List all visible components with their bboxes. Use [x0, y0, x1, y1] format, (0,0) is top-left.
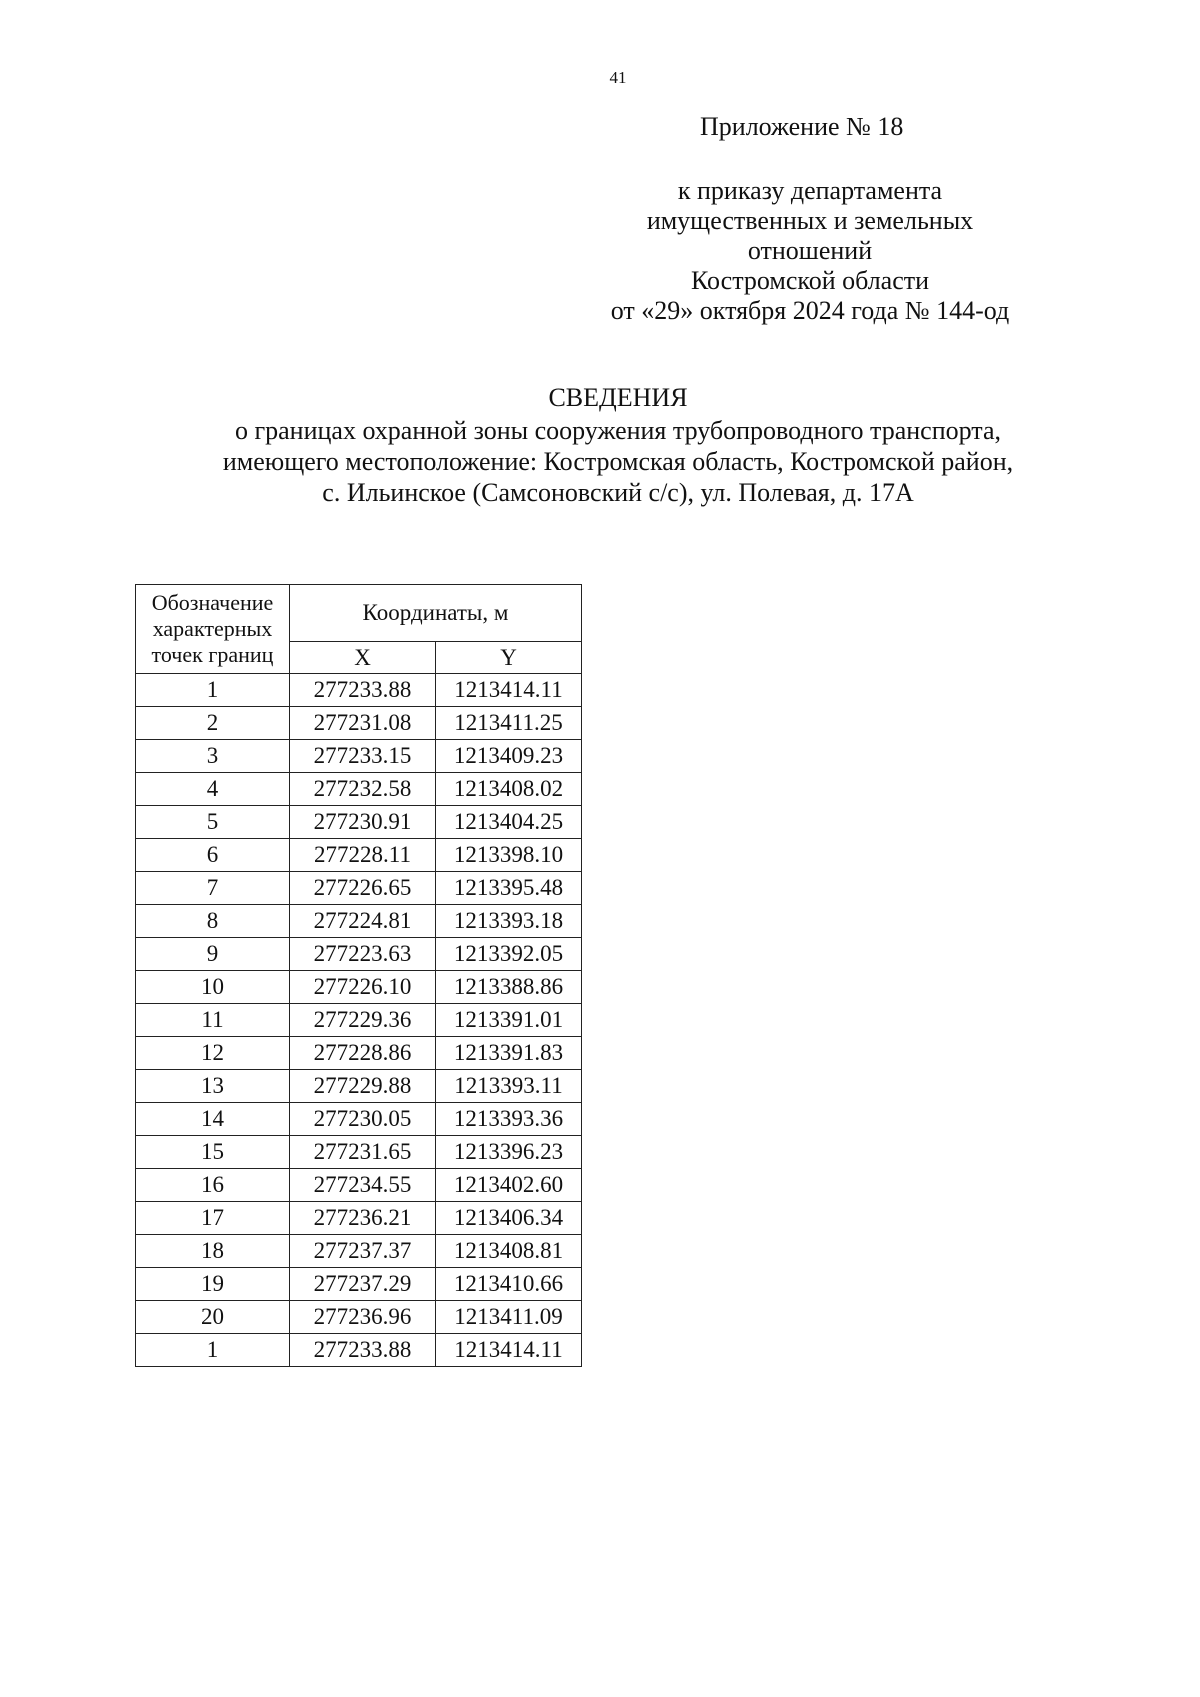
- x-cell: 277233.88: [290, 1334, 436, 1367]
- subtitle-line: имеющего местоположение: Костромская область, Костромской район,: [222, 447, 1014, 476]
- table-row: [136, 1268, 582, 1301]
- y-cell: 1213388.86: [436, 971, 582, 1004]
- table-row: [136, 806, 582, 839]
- y-cell: 1213411.09: [436, 1301, 582, 1334]
- header-y: Y: [436, 642, 582, 674]
- document-subtitle: [0, 415, 1200, 508]
- point-cell: 5: [136, 806, 290, 839]
- table-row: [136, 1334, 582, 1367]
- y-cell: 1213391.83: [436, 1037, 582, 1070]
- point-cell: 2: [136, 707, 290, 740]
- x-cell: 277224.81: [290, 905, 436, 938]
- header-point-line: характерных: [152, 616, 273, 641]
- table-row: [136, 839, 582, 872]
- point-cell: 12: [136, 1037, 290, 1070]
- table-row: [136, 1202, 582, 1235]
- header-coordinates: Координаты, м: [290, 585, 582, 642]
- x-cell: 277236.21: [290, 1202, 436, 1235]
- x-cell: 277231.08: [290, 707, 436, 740]
- point-cell: 9: [136, 938, 290, 971]
- y-cell: 1213404.25: [436, 806, 582, 839]
- x-cell: 277223.63: [290, 938, 436, 971]
- point-cell: 4: [136, 773, 290, 806]
- x-cell: 277230.05: [290, 1103, 436, 1136]
- y-cell: 1213402.60: [436, 1169, 582, 1202]
- page-number: 41: [609, 68, 627, 87]
- table-row: [136, 674, 582, 707]
- y-cell: 1213393.11: [436, 1070, 582, 1103]
- x-cell: 277226.65: [290, 872, 436, 905]
- y-cell: 1213398.10: [436, 839, 582, 872]
- x-cell: 277237.29: [290, 1268, 436, 1301]
- y-cell: 1213411.25: [436, 707, 582, 740]
- point-cell: 3: [136, 740, 290, 773]
- table-row: [136, 1103, 582, 1136]
- order-line: к приказу департамента: [677, 176, 943, 205]
- table-row: [136, 905, 582, 938]
- header-point-line: Обозначение: [151, 590, 274, 615]
- header-x: X: [290, 642, 436, 674]
- point-cell: 11: [136, 1004, 290, 1037]
- point-cell: 20: [136, 1301, 290, 1334]
- x-cell: 277228.86: [290, 1037, 436, 1070]
- coordinates-body: [136, 674, 582, 1367]
- subtitle-line: с. Ильинское (Самсоновский с/с), ул. Полевая, д. 17А: [322, 478, 914, 507]
- table-row: [136, 1169, 582, 1202]
- x-cell: 277232.58: [290, 773, 436, 806]
- y-cell: 1213406.34: [436, 1202, 582, 1235]
- x-cell: 277226.10: [290, 971, 436, 1004]
- order-line: имущественных и земельных: [646, 206, 974, 235]
- y-cell: 1213395.48: [436, 872, 582, 905]
- order-line: от «29» октября 2024 года № 144-од: [610, 296, 1010, 325]
- y-cell: 1213392.05: [436, 938, 582, 971]
- point-cell: 13: [136, 1070, 290, 1103]
- table-row: [136, 1235, 582, 1268]
- point-cell: 1: [136, 1334, 290, 1367]
- x-cell: 277233.88: [290, 674, 436, 707]
- y-cell: 1213393.18: [436, 905, 582, 938]
- x-cell: 277230.91: [290, 806, 436, 839]
- point-cell: 7: [136, 872, 290, 905]
- x-cell: 277229.36: [290, 1004, 436, 1037]
- table-row: [136, 1037, 582, 1070]
- y-cell: 1213410.66: [436, 1268, 582, 1301]
- y-cell: 1213393.36: [436, 1103, 582, 1136]
- table-row: [136, 872, 582, 905]
- table-row: [136, 1301, 582, 1334]
- subtitle-line: о границах охранной зоны сооружения трубопроводного транспорта,: [234, 416, 1002, 445]
- order-line: Костромской области: [690, 266, 930, 295]
- document-title: СВЕДЕНИЯ: [548, 383, 688, 412]
- y-cell: 1213409.23: [436, 740, 582, 773]
- table-row: [136, 1136, 582, 1169]
- point-cell: 18: [136, 1235, 290, 1268]
- point-cell: 14: [136, 1103, 290, 1136]
- y-cell: 1213391.01: [436, 1004, 582, 1037]
- y-cell: 1213408.02: [436, 773, 582, 806]
- table-row: [136, 740, 582, 773]
- order-line: отношений: [747, 236, 873, 265]
- x-cell: 277236.96: [290, 1301, 436, 1334]
- table-row: [136, 938, 582, 971]
- point-cell: 19: [136, 1268, 290, 1301]
- coordinates-table: [135, 584, 582, 1367]
- x-cell: 277237.37: [290, 1235, 436, 1268]
- point-cell: 1: [136, 674, 290, 707]
- order-reference: [560, 176, 1060, 326]
- y-cell: 1213414.11: [436, 674, 582, 707]
- table-row: [136, 971, 582, 1004]
- y-cell: 1213408.81: [436, 1235, 582, 1268]
- table-row: [136, 707, 582, 740]
- appendix-title: Приложение № 18: [700, 112, 904, 141]
- x-cell: 277233.15: [290, 740, 436, 773]
- x-cell: 277229.88: [290, 1070, 436, 1103]
- table-row: [136, 1004, 582, 1037]
- header-point-designation: [136, 585, 290, 674]
- y-cell: 1213414.11: [436, 1334, 582, 1367]
- point-cell: 17: [136, 1202, 290, 1235]
- point-cell: 16: [136, 1169, 290, 1202]
- x-cell: 277228.11: [290, 839, 436, 872]
- header-point-line: точек границ: [151, 642, 274, 667]
- x-cell: 277231.65: [290, 1136, 436, 1169]
- point-cell: 8: [136, 905, 290, 938]
- point-cell: 6: [136, 839, 290, 872]
- x-cell: 277234.55: [290, 1169, 436, 1202]
- table-row: [136, 773, 582, 806]
- table-row: [136, 1070, 582, 1103]
- point-cell: 10: [136, 971, 290, 1004]
- point-cell: 15: [136, 1136, 290, 1169]
- y-cell: 1213396.23: [436, 1136, 582, 1169]
